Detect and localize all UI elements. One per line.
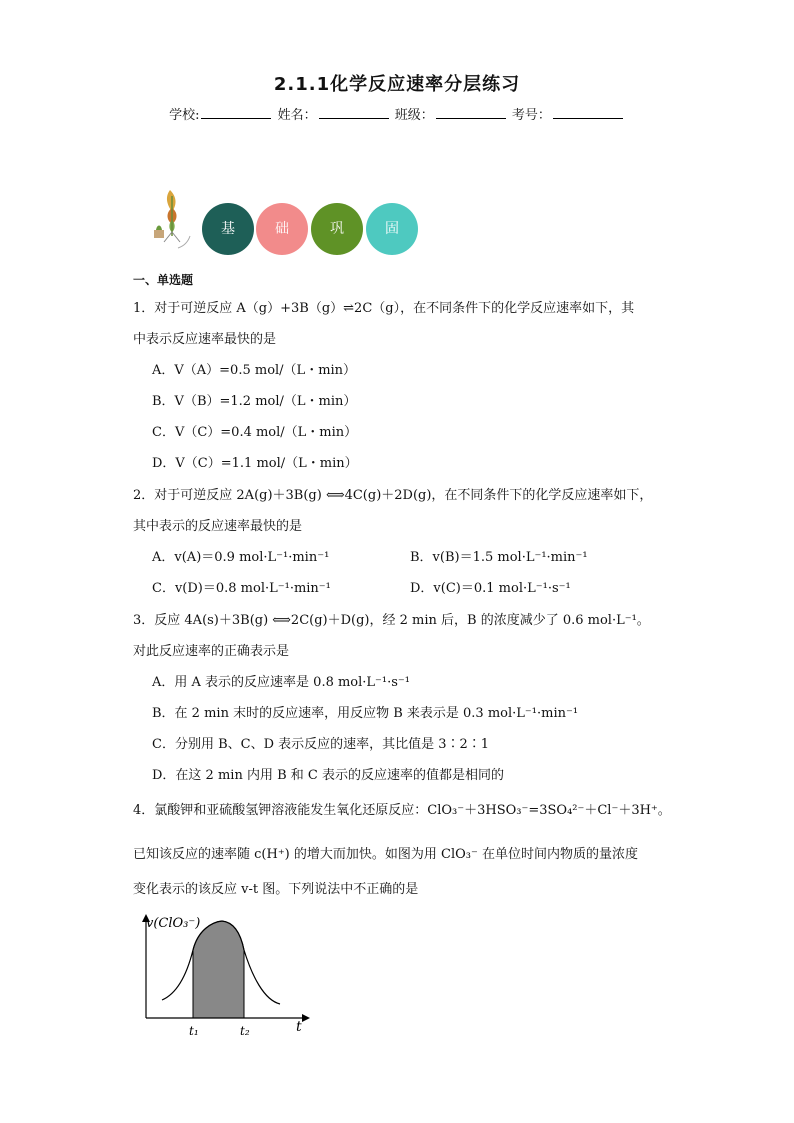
q4-stem-line1: 4．氯酸钾和亚硫酸氢钾溶液能发生氧化还原反应：ClO₃⁻＋3HSO₃⁻=3SO₄²⁻＋Cl⁻＋3H⁺。 — [133, 803, 671, 818]
number-label: 考号： — [511, 108, 551, 123]
q4-stem-line3: 变化表示的该反应 v-t 图。下列说法中不正确的是 — [133, 882, 419, 897]
q1-option-d[interactable]: D．V（C）=1.1 mol/（L・min） — [152, 456, 358, 471]
plant-decoration-icon — [148, 186, 196, 252]
badge-gu: 固 — [366, 203, 418, 255]
q1-stem-line2: 中表示反应速率最快的是 — [133, 332, 277, 347]
name-label: 姓名： — [277, 108, 317, 123]
graph-t1-label: t₁ — [189, 1024, 199, 1038]
q2-option-a[interactable]: A．v(A)＝0.9 mol·L⁻¹·min⁻¹ — [152, 550, 330, 565]
q3-stem-line2: 对此反应速率的正确表示是 — [133, 644, 290, 659]
school-label: 学校: — [169, 108, 200, 123]
q3-stem-line1: 3．反应 4A(s)＋3B(g) ⟺2C(g)＋D(g)，经 2 min 后，B 的浓度减少了 0.6 mol·L⁻¹。 — [133, 613, 650, 628]
q1-option-c[interactable]: C．V（C）=0.4 mol/（L・min） — [152, 425, 358, 440]
school-blank[interactable] — [201, 106, 271, 119]
badge-chu: 础 — [256, 203, 308, 255]
q2-option-c[interactable]: C．v(D)＝0.8 mol·L⁻¹·min⁻¹ — [152, 581, 331, 596]
q3-option-a[interactable]: A．用 A 表示的反应速率是 0.8 mol·L⁻¹·s⁻¹ — [152, 675, 411, 690]
q1-stem-line1: 1．对于可逆反应 A（g）+3B（g）⇌2C（g），在不同条件下的化学反应速率如下，其 — [133, 301, 635, 316]
q3-option-b[interactable]: B．在 2 min 末时的反应速率，用反应物 B 来表示是 0.3 mol·L⁻¹·min⁻¹ — [152, 706, 579, 721]
badge-gong: 巩 — [311, 203, 363, 255]
page-title: 2.1.1化学反应速率分层练习 — [273, 74, 521, 95]
q2-stem-line2: 其中表示的反应速率最快的是 — [133, 519, 303, 534]
class-label: 班级： — [394, 108, 434, 123]
q2-stem-line1: 2．对于可逆反应 2A(g)＋3B(g) ⟺4C(g)＋2D(g)，在不同条件下的化学反应速率如下， — [133, 488, 653, 503]
q2-option-d[interactable]: D．v(C)＝0.1 mol·L⁻¹·s⁻¹ — [410, 581, 571, 596]
graph-xlabel: t — [296, 1019, 302, 1035]
number-blank[interactable] — [553, 106, 623, 119]
q3-option-d[interactable]: D．在这 2 min 内用 B 和 C 表示的反应速率的值都是相同的 — [152, 768, 504, 783]
graph-t2-label: t₂ — [240, 1024, 250, 1038]
name-blank[interactable] — [319, 106, 389, 119]
q3-option-c[interactable]: C．分别用 B、C、D 表示反应的速率，其比值是 3∶2∶1 — [152, 737, 490, 752]
q4-stem-line2: 已知该反应的速率随 c(H⁺) 的增大而加快。如图为用 ClO₃⁻ 在单位时间内物质的量浓度 — [133, 847, 638, 862]
class-blank[interactable] — [436, 106, 506, 119]
vt-graph — [140, 908, 320, 1042]
section-heading: 一、单选题 — [133, 273, 194, 287]
student-info-line — [0, 104, 794, 123]
q1-option-a[interactable]: A．V（A）=0.5 mol/（L・min） — [152, 363, 357, 378]
badge-ji: 基 — [202, 203, 254, 255]
q1-option-b[interactable]: B．V（B）=1.2 mol/（L・min） — [152, 394, 357, 409]
q2-option-b[interactable]: B．v(B)＝1.5 mol·L⁻¹·min⁻¹ — [410, 550, 588, 565]
graph-ylabel: v(ClO₃⁻) — [146, 916, 201, 931]
